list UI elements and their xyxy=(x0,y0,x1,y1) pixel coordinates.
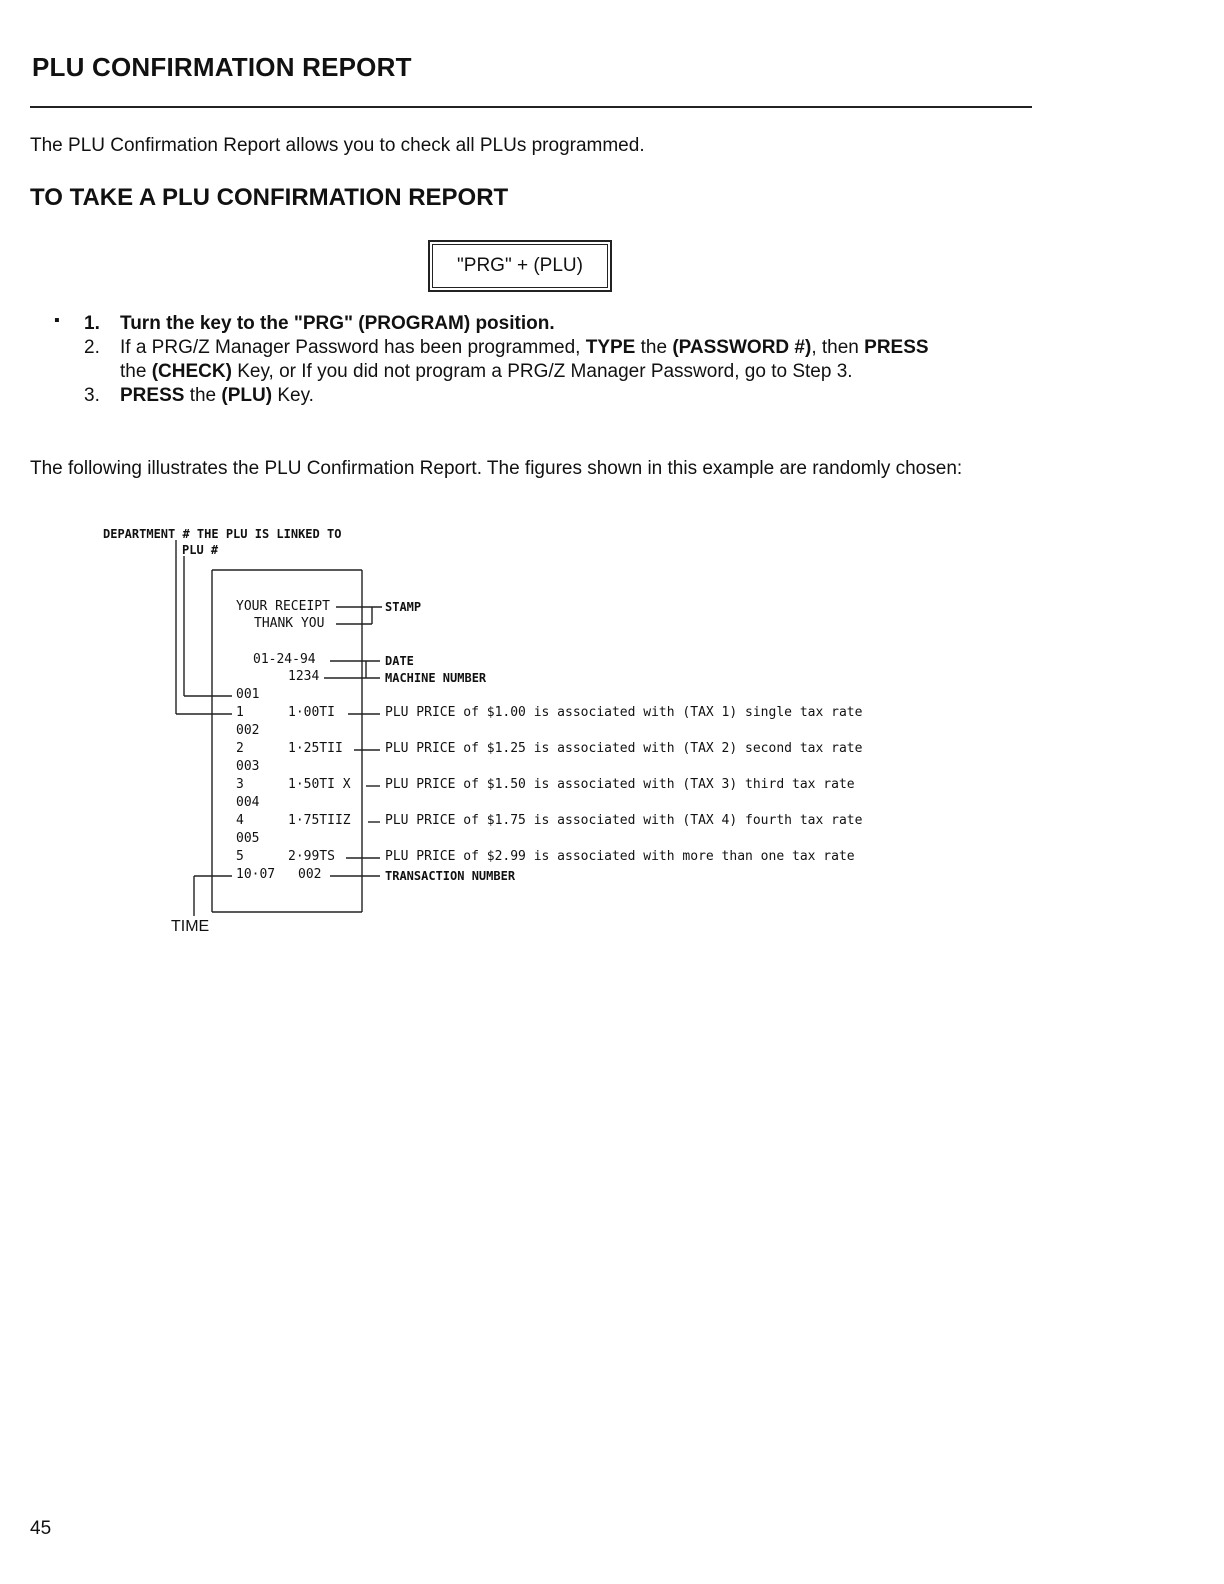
receipt-dept-4: 004 xyxy=(236,795,260,810)
annotation-plu-3: PLU PRICE of $1.50 is associated with (TAX 3) third tax rate xyxy=(385,777,855,792)
step-text-part: Key, or If you did not program a PRG/Z Manager Password, go to Step 3. xyxy=(231,361,853,382)
annotation-plu-1: PLU PRICE of $1.00 is associated with (TAX 1) single tax rate xyxy=(385,705,863,720)
key-sequence: "PRG" + (PLU) xyxy=(432,244,608,288)
receipt-plu-5: 5 xyxy=(236,849,244,864)
receipt-transaction: 002 xyxy=(298,867,322,882)
receipt-price-2: 1·25TII xyxy=(288,741,343,756)
step-number: 1. xyxy=(84,313,100,334)
receipt-header-2: THANK YOU xyxy=(254,616,325,631)
receipt-dept-3: 003 xyxy=(236,759,260,774)
receipt-price-5: 2·99TS xyxy=(288,849,335,864)
label-plu: PLU # xyxy=(182,543,219,557)
step-text-bold: PRESS xyxy=(864,337,929,358)
receipt-dept-2: 002 xyxy=(236,723,260,738)
page-number: 45 xyxy=(30,1518,52,1539)
receipt-plu-4: 4 xyxy=(236,813,244,828)
receipt-plu-1: 1 xyxy=(236,705,244,720)
step-text: Turn the key to the "PRG" (PROGRAM) position. xyxy=(120,313,555,334)
receipt-time: 10·07 xyxy=(236,867,276,882)
step-text-part: the xyxy=(120,361,152,382)
receipt-price-4: 1·75TIIZ xyxy=(288,813,351,828)
annotation-plu-2: PLU PRICE of $1.25 is associated with (TAX 2) second tax rate xyxy=(385,741,863,756)
receipt-plu-2: 2 xyxy=(236,741,244,756)
step-text-part: Key. xyxy=(272,385,314,406)
receipt-date: 01-24-94 xyxy=(253,652,316,667)
annotation-date: DATE xyxy=(385,654,414,668)
receipt-price-3: 1·50TI X xyxy=(288,777,351,792)
step-text-bold: PRESS xyxy=(120,385,185,406)
step-text-bold: (CHECK) xyxy=(151,361,232,382)
receipt-dept-5: 005 xyxy=(236,831,260,846)
bullet-mark: ▪ xyxy=(54,312,60,329)
section-heading: TO TAKE A PLU CONFIRMATION REPORT xyxy=(30,184,509,211)
step-text-part: , then xyxy=(811,337,865,358)
step-text-bold: (PLU) xyxy=(221,385,273,406)
step-text-bold: (PASSWORD #) xyxy=(672,337,812,358)
receipt-machine: 1234 xyxy=(288,669,320,684)
step-number: 2. xyxy=(84,337,100,358)
label-time: TIME xyxy=(171,918,210,935)
step-text-part: the xyxy=(635,337,673,358)
step-text-part: If a PRG/Z Manager Password has been programmed, xyxy=(120,337,586,358)
annotation-plu-4: PLU PRICE of $1.75 is associated with (TAX 4) fourth tax rate xyxy=(385,813,863,828)
receipt-price-1: 1·00TI xyxy=(288,705,335,720)
step-number: 3. xyxy=(84,385,100,406)
intro-text: The PLU Confirmation Report allows you to check all PLUs programmed. xyxy=(30,135,645,156)
receipt-header-1: YOUR RECEIPT xyxy=(236,599,330,614)
annotation-plu-5: PLU PRICE of $2.99 is associated with more than one tax rate xyxy=(385,849,855,864)
receipt-dept-1: 001 xyxy=(236,687,260,702)
example-intro: The following illustrates the PLU Confirmation Report. The figures shown in this example are randomly chosen: xyxy=(30,458,963,479)
label-department: DEPARTMENT # THE PLU IS LINKED TO xyxy=(103,527,342,541)
page-title: PLU CONFIRMATION REPORT xyxy=(32,52,412,82)
annotation-machine: MACHINE NUMBER xyxy=(385,671,487,685)
annotation-stamp: STAMP xyxy=(385,600,422,614)
annotation-transaction: TRANSACTION NUMBER xyxy=(385,869,516,883)
receipt-plu-3: 3 xyxy=(236,777,244,792)
step-text-bold: TYPE xyxy=(585,337,636,358)
step-text-part: the xyxy=(184,385,222,406)
